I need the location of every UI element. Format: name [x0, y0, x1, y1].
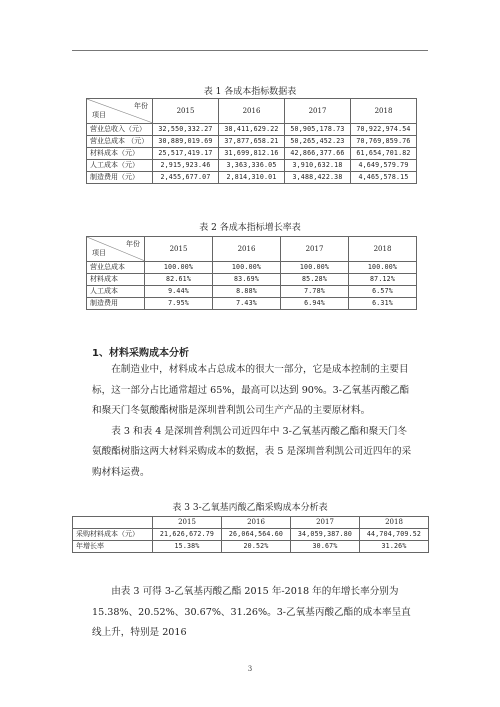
table2-cell: 6.94%	[281, 298, 349, 310]
table2-row	[87, 298, 417, 310]
table1-cell: 4,465,578.15	[351, 172, 417, 184]
table2-cell: 6.57%	[349, 286, 417, 298]
table3	[72, 516, 429, 553]
table2	[86, 236, 417, 310]
paragraph-growth-rate: 由表 3 可得 3-乙氧基丙酸乙酯 2015 年-2018 年的年增长率分别为 15.38%、20.52%、30.67%、31.26%。3-乙氧基丙酸乙酯的成本率呈直线上升，特别是 2016	[92, 586, 411, 638]
table2-row	[87, 286, 417, 298]
table1-header-row	[87, 99, 417, 124]
table1-row-label: 材料成本（元）	[87, 148, 153, 160]
table1-cell: 3,363,336.05	[219, 160, 285, 172]
table1-year-header: 2017	[285, 99, 351, 124]
table3-row-label: 年增长率	[73, 541, 153, 553]
table2-cell: 8.88%	[213, 286, 281, 298]
table1-cell: 2,915,923.46	[153, 160, 219, 172]
table2-cell: 6.31%	[349, 298, 417, 310]
section-body	[92, 360, 412, 483]
table3-cell: 15.38%	[153, 541, 222, 553]
table3-caption: 表 3 3-乙氧基丙酸乙酯采购成本分析表	[172, 503, 328, 513]
table2-cell: 100.00%	[145, 262, 213, 274]
table1-corner-item: 项目	[92, 111, 106, 119]
paragraph-table-intro: 表 3 和表 4 是深圳普利凯公司近四年中 3-乙氧基丙酸乙酯和聚天门冬氨酸酯树脂这两大材料采购成本的数据，表 5 是深圳普利凯公司近四年的采购材料运费。	[92, 425, 412, 478]
table1-cell: 3,488,422.38	[285, 172, 351, 184]
table2-row	[87, 262, 417, 274]
table1-row	[87, 124, 417, 136]
table1-year-header: 2016	[219, 99, 285, 124]
table1-row-label: 营业总收入（元）	[87, 124, 153, 136]
table3-row	[73, 541, 429, 553]
header-rule	[72, 50, 428, 51]
table2-cell: 83.69%	[213, 274, 281, 286]
table1-cell: 30,889,019.69	[153, 136, 219, 148]
table2-corner-cell	[87, 237, 145, 262]
table1-row	[87, 172, 417, 184]
table1-row	[87, 136, 417, 148]
table1-cell: 70,769,859.76	[351, 136, 417, 148]
table2-cell: 100.00%	[281, 262, 349, 274]
table2-year-header: 2016	[213, 237, 281, 262]
table2-year-header: 2018	[349, 237, 417, 262]
table1-row	[87, 160, 417, 172]
table1-cell: 70,922,974.54	[351, 124, 417, 136]
table1-cell: 4,649,579.79	[351, 160, 417, 172]
table1-cell: 25,517,419.17	[153, 148, 219, 160]
section-heading: 1、材料采购成本分析	[92, 348, 189, 359]
table3-header-row	[73, 517, 429, 529]
table1-cell: 2,455,677.07	[153, 172, 219, 184]
table1-row-label: 营业总成本 （元）	[87, 136, 153, 148]
table2-header-row	[87, 237, 417, 262]
table2-cell: 7.78%	[281, 286, 349, 298]
table3-year-header: 2016	[222, 517, 291, 529]
table3-cell: 26,064,564.60	[222, 529, 291, 541]
paragraph-material-cost: 在制造业中，材料成本占总成本的很大一部分，它是成本控制的主要目标，这一部分占比通常超过 65%，最高可以达到 90%。3-乙氧基丙酸乙酯和聚天门冬氨酸酯树脂是深圳普利凯公司生产产品的主要原材料。	[92, 364, 410, 416]
table2-cell: 100.00%	[213, 262, 281, 274]
table1-year-header: 2015	[153, 99, 219, 124]
table2-year-header: 2017	[281, 237, 349, 262]
table3-cell: 31.26%	[360, 541, 429, 553]
table2-row-label: 制造费用	[87, 298, 145, 310]
table2-row-label: 材料成本	[87, 274, 145, 286]
table3-corner-cell	[73, 517, 153, 529]
table1-corner-year: 年份	[134, 102, 148, 110]
table1-year-header: 2018	[351, 99, 417, 124]
table3-year-header: 2017	[291, 517, 360, 529]
table1-row	[87, 148, 417, 160]
table3-row-label: 采购材料成本（元）	[73, 529, 153, 541]
table2-row-label: 人工成本	[87, 286, 145, 298]
table1-caption: 表 1 各成本指标数据表	[203, 87, 297, 97]
table3-cell: 34,059,387.80	[291, 529, 360, 541]
table3-cell: 21,626,672.79	[153, 529, 222, 541]
table1-cell: 37,877,658.21	[219, 136, 285, 148]
table1-cell: 3,910,632.18	[285, 160, 351, 172]
table3-cell: 30.67%	[291, 541, 360, 553]
table2-cell: 100.00%	[349, 262, 417, 274]
table3-row	[73, 529, 429, 541]
table1-row-label: 人工成本（元）	[87, 160, 153, 172]
table3-year-header: 2018	[360, 517, 429, 529]
table2-row-label: 营业总成本	[87, 262, 145, 274]
table2-cell: 85.28%	[281, 274, 349, 286]
table3-year-header: 2015	[153, 517, 222, 529]
table1-row-label: 制造费用（元）	[87, 172, 153, 184]
table1-cell: 50,905,178.73	[285, 124, 351, 136]
table2-row	[87, 274, 417, 286]
table1-cell: 61,654,701.82	[351, 148, 417, 160]
table2-cell: 9.44%	[145, 286, 213, 298]
table1	[86, 98, 417, 184]
table1-cell: 50,265,452.23	[285, 136, 351, 148]
table2-caption: 表 2 各成本指标增长率表	[199, 223, 301, 233]
table1-cell: 2,814,310.01	[219, 172, 285, 184]
table2-cell: 87.12%	[349, 274, 417, 286]
page-number: 3	[247, 665, 253, 673]
table1-cell: 38,411,629.22	[219, 124, 285, 136]
table1-cell: 32,550,332.27	[153, 124, 219, 136]
table2-cell: 7.43%	[213, 298, 281, 310]
table3-cell: 44,704,709.52	[360, 529, 429, 541]
table1-corner-cell	[87, 99, 153, 124]
table1-cell: 42,866,377.66	[285, 148, 351, 160]
table2-cell: 7.95%	[145, 298, 213, 310]
closing-body	[92, 582, 412, 644]
table2-corner-item: 项目	[92, 249, 106, 257]
table1-cell: 31,699,812.16	[219, 148, 285, 160]
table2-corner-year: 年份	[126, 240, 140, 248]
table2-cell: 82.61%	[145, 274, 213, 286]
table2-year-header: 2015	[145, 237, 213, 262]
table3-cell: 20.52%	[222, 541, 291, 553]
